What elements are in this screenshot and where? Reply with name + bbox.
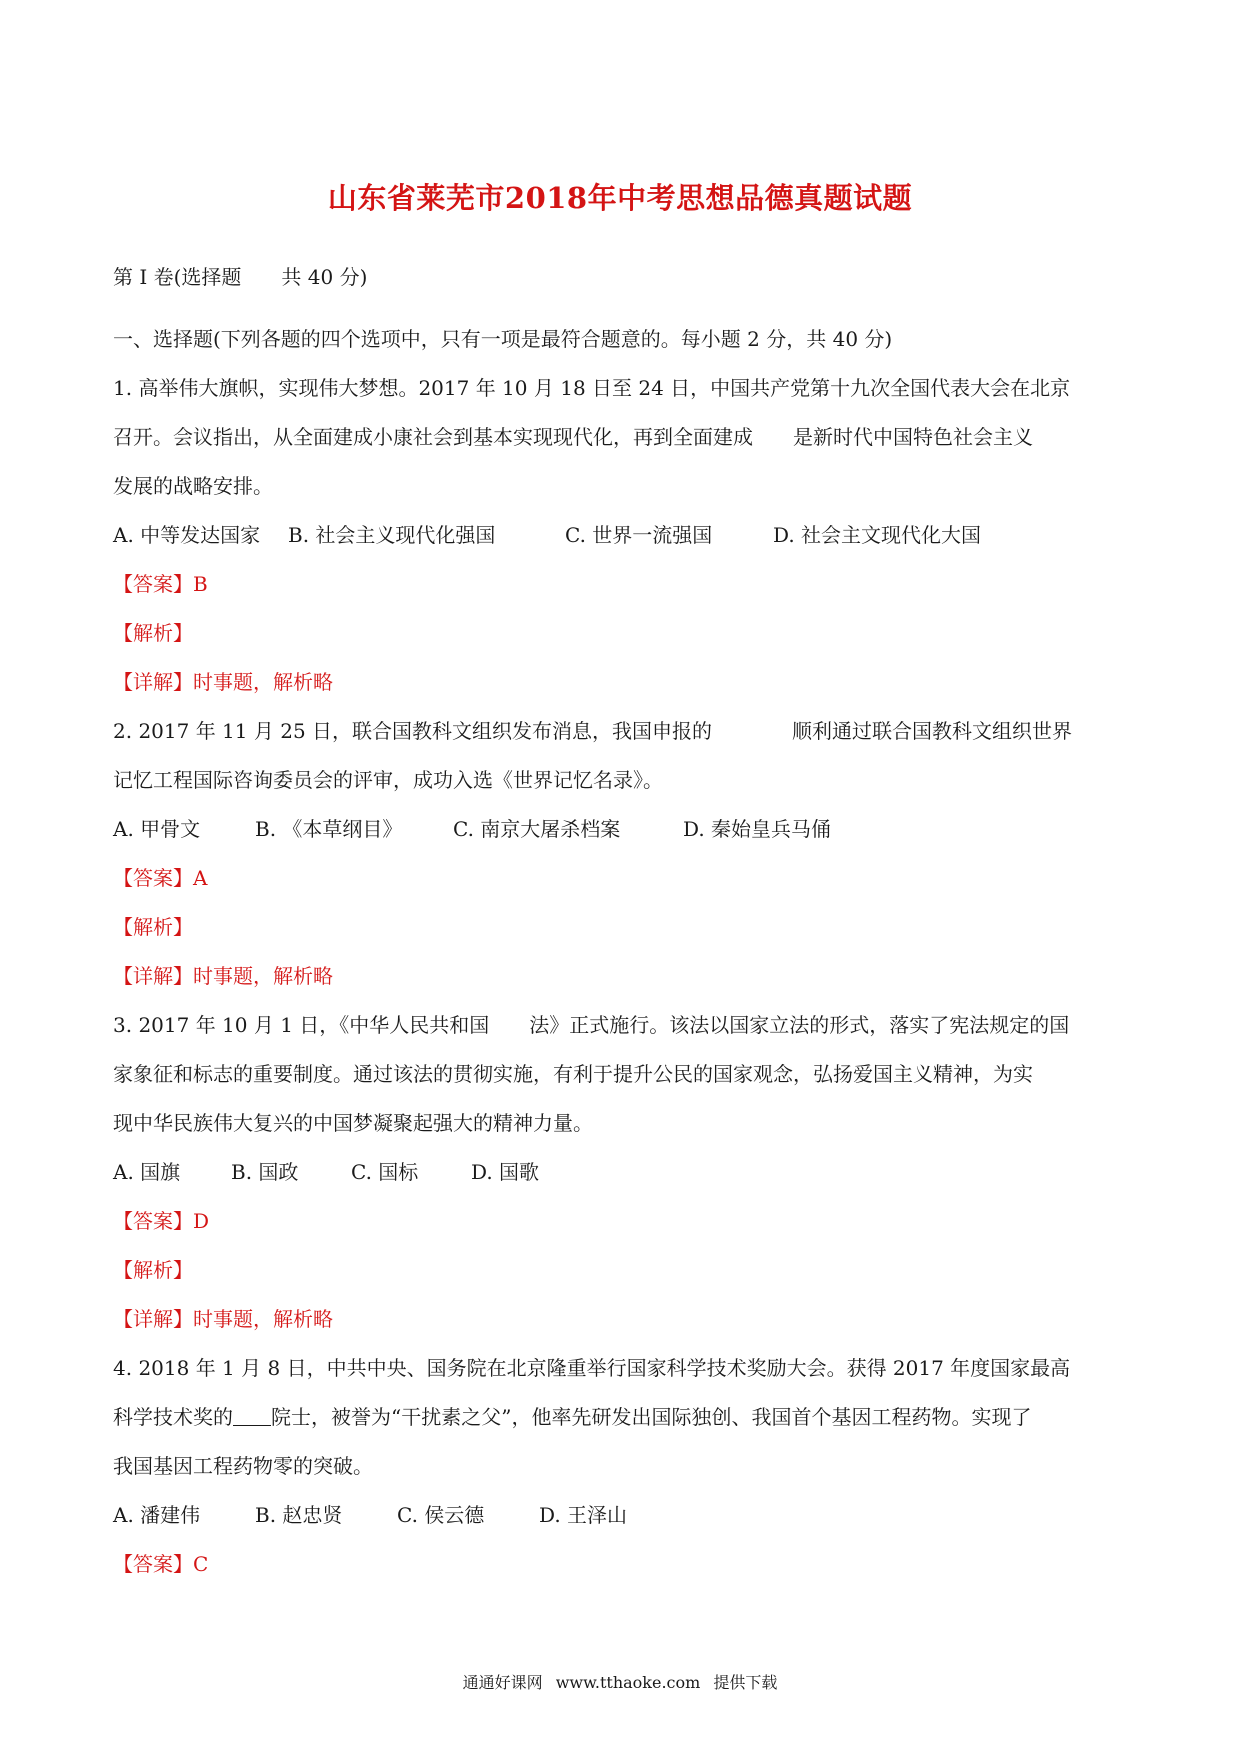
answer-label: 【答案】 (113, 1209, 193, 1233)
q2-option-d: D. 秦始皇兵马俑 (683, 817, 832, 841)
q3-option-c: C. 国标 (351, 1160, 419, 1184)
q1-answer (113, 569, 1133, 599)
q4-line-2 (113, 1402, 1133, 1432)
page-title: 山东省莱芜市2018年中考思想品德真题试题 (327, 181, 913, 215)
answer-value: B (193, 572, 208, 596)
q1-option-a: A. 中等发达国家 (113, 523, 261, 547)
q1-option-d: D. 社会主文现代化大国 (773, 523, 982, 547)
analysis-label: 【解析】 (113, 1258, 193, 1282)
q2-analysis (113, 912, 1133, 942)
detail-text: 时事题，解析略 (193, 964, 333, 988)
q2-detail (113, 961, 1133, 991)
q1-line-3: 发展的战略安排。 (113, 474, 273, 498)
answer-value: D (193, 1209, 210, 1233)
q3-answer (113, 1206, 1133, 1236)
q3-option-a: A. 国旗 (113, 1160, 181, 1184)
q1-options (113, 520, 1133, 550)
q4-options (113, 1500, 1133, 1530)
q1-detail (113, 667, 1133, 697)
q4-option-c: C. 侯云德 (397, 1503, 485, 1527)
q2-option-b: B. 《本草纲目》 (255, 817, 403, 841)
footer-note: 提供下载 (713, 1673, 778, 1692)
analysis-label: 【解析】 (113, 621, 193, 645)
detail-label: 【详解】 (113, 670, 193, 694)
section-header: 一、选择题(下列各题的四个选项中，只有一项是最符合题意的。每小题 2 分，共 40 分) (113, 327, 893, 351)
q4-option-b: B. 赵忠贤 (255, 1503, 343, 1527)
q4-option-a: A. 潘建伟 (113, 1503, 201, 1527)
analysis-label: 【解析】 (113, 915, 193, 939)
answer-value: C (193, 1552, 209, 1576)
q1-analysis (113, 618, 1133, 648)
footer-url[interactable]: www.tthaoke.com (555, 1673, 701, 1692)
q4-answer (113, 1549, 1133, 1579)
q3-option-b: B. 国政 (231, 1160, 299, 1184)
q4-line-2-end: 院士，被誉为“干扰素之父”，他率先研发出国际独创、我国首个基因工程药物。实现了 (271, 1405, 1032, 1429)
q3-line-1: 3. 2017 年 10 月 1 日，《中华人民共和国 法》正式施行。该法以国家立法的形式，落实了宪法规定的国 (113, 1013, 1070, 1037)
q3-line-2: 家象征和标志的重要制度。通过该法的贯彻实施，有利于提升公民的国家观念，弘扬爱国主义精神，为实 (113, 1062, 1033, 1086)
q2-line-2: 记忆工程国际咨询委员会的评审，成功入选《世界记忆名录》。 (113, 768, 663, 792)
answer-label: 【答案】 (113, 866, 193, 890)
q4-option-d: D. 王泽山 (539, 1503, 628, 1527)
q1-option-b: B. 社会主义现代化强国 (288, 523, 496, 547)
detail-label: 【详解】 (113, 1307, 193, 1331)
q1-line-1: 1. 高举伟大旗帜，实现伟大梦想。2017 年 10 月 18 日至 24 日，中国共产党第十九次全国代表大会在北京 (113, 376, 1071, 400)
q4-line-1: 4. 2018 年 1 月 8 日，中共中央、国务院在北京隆重举行国家科学技术奖励大会。获得 2017 年度国家最高 (113, 1356, 1071, 1380)
q3-line-3: 现中华民族伟大复兴的中国梦凝聚起强大的精神力量。 (113, 1111, 593, 1135)
q2-line-1: 2. 2017 年 11 月 25 日，联合国教科文组织发布消息，我国申报的 顺利通过联合国教科文组织世界 (113, 719, 1073, 743)
answer-value: A (193, 866, 208, 890)
q3-options (113, 1157, 1133, 1187)
detail-label: 【详解】 (113, 964, 193, 988)
q2-answer (113, 863, 1133, 893)
answer-label: 【答案】 (113, 572, 193, 596)
q2-options (113, 814, 1133, 844)
detail-text: 时事题，解析略 (193, 1307, 333, 1331)
part-header: 第 I 卷(选择题 共 40 分) (113, 265, 368, 289)
q3-analysis (113, 1255, 1133, 1285)
answer-blank (233, 1407, 271, 1426)
q1-line-2: 召开。会议指出，从全面建成小康社会到基本实现现代化，再到全面建成 是新时代中国特色社会主义 (113, 425, 1033, 449)
q2-option-c: C. 南京大屠杀档案 (453, 817, 621, 841)
q3-option-d: D. 国歌 (471, 1160, 540, 1184)
q1-option-c: C. 世界一流强国 (565, 523, 713, 547)
answer-label: 【答案】 (113, 1552, 193, 1576)
q3-detail (113, 1304, 1133, 1334)
q4-line-2-start: 科学技术奖的 (113, 1405, 233, 1429)
footer-site-name: 通通好课网 (462, 1673, 543, 1692)
detail-text: 时事题，解析略 (193, 670, 333, 694)
q4-line-3: 我国基因工程药物零的突破。 (113, 1454, 373, 1478)
q2-option-a: A. 甲骨文 (113, 817, 201, 841)
page-footer (0, 1672, 1240, 1694)
